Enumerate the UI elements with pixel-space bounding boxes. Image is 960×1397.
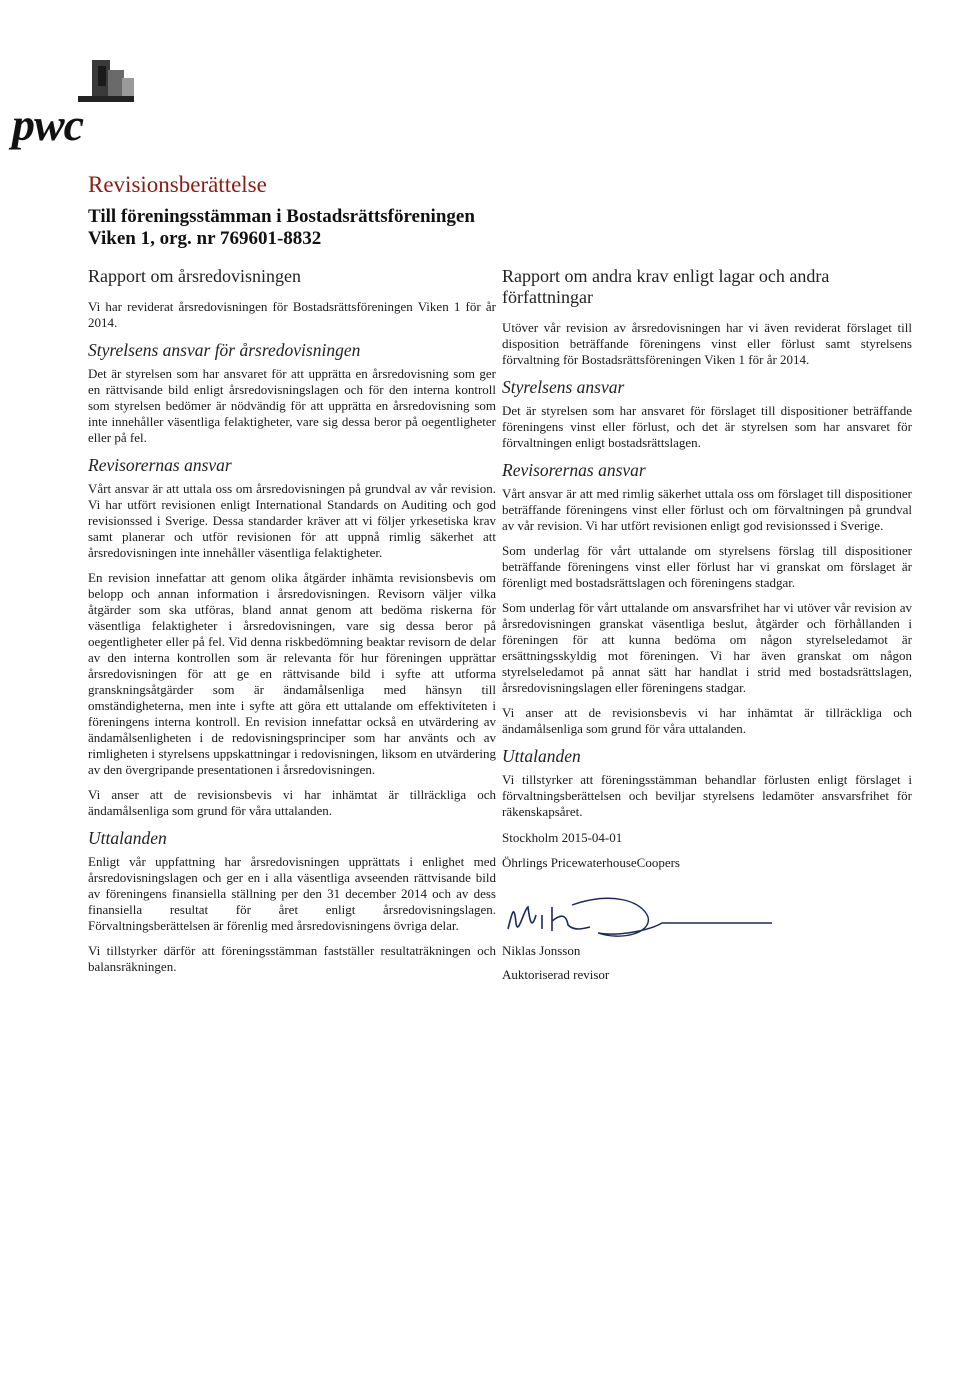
- signature-area: [502, 893, 912, 943]
- pwc-wordmark: pwc: [12, 99, 84, 150]
- right-auditor-p1: Vårt ansvar är att med rimlig säkerhet uttala oss om förslaget till dispositioner beträffande föreningens vinst eller förlust och om förvaltningen på grundval av vår revision. Vi har utfört revisionen enligt god revisionssed i Sverige.: [502, 486, 912, 533]
- section-heading-annual-report: Rapport om årsredovisningen: [88, 266, 301, 286]
- section-heading-other-requirements: Rapport om andra krav enligt lagar och andra författningar: [502, 266, 830, 307]
- signer-name: Niklas Jonsson: [502, 943, 581, 958]
- board-responsibility-text: Det är styrelsen som har ansvaret för att upprätta en årsredovisning som ger en rättvisande bild enligt årsredovisningslagen och för den interna kontroll som styrelsen bedömer är nödvändig för att upprätta en årsredovisning som inte innehåller väsentliga felaktigheter, vare sig dessa beror på oegentligheter eller på fel.: [88, 366, 496, 445]
- logo-blocks-graphic: [78, 60, 148, 104]
- opinion-p1: Enligt vår uppfattning har årsredovisningen upprättats i enlighet med årsredovisningslagen och ger en i alla väsentliga avseenden rättvisande bild av föreningens finansiella ställning per den 31 december 2014 och av dess finansiella resultat för året enligt årsredovisningslagen. Förvaltningsberättelsen är förenlig med årsredovisningens övriga delar.: [88, 854, 496, 933]
- right-subheading-opinions: Uttalanden: [502, 746, 581, 766]
- right-intro-paragraph: Utöver vår revision av årsredovisningen har vi även reviderat förslaget till disposition beträffande föreningens vinst eller förlust samt styrelsens förvaltning för Bostadsrättsföreningen Viken 1 för år 2014.: [502, 320, 912, 367]
- right-column: [502, 266, 912, 991]
- signer-title: Auktoriserad revisor: [502, 967, 610, 982]
- place-date: Stockholm 2015-04-01: [502, 830, 623, 845]
- right-board-responsibility-text: Det är styrelsen som har ansvaret för förslaget till dispositioner beträffande föreningens vinst eller förlust, och det är styrelsen som har ansvaret för förvaltningen enligt bostadsrättslagen.: [502, 403, 912, 450]
- right-auditor-p3: Som underlag för vårt uttalande om ansvarsfrihet har vi utöver vår revision av årsredovisningen granskat väsentliga beslut, åtgärder och förhållanden i föreningen för att kunna bedöma om någon styrelseledamot är ersättningsskyldig mot föreningen. Vi har även granskat om någon styrelseledamot på annat sätt har handlat i strid med bostadsrättslagen, årsredovisningslagen eller föreningens stadgar.: [502, 600, 912, 695]
- left-column: [88, 266, 496, 984]
- right-opinion-p1: Vi tillstyrker att föreningsstämman behandlar förlusten enligt förslaget i förvaltningsberättelsen och beviljar styrelsens ledamöter ansvarsfrihet för räkenskapsåret.: [502, 772, 912, 819]
- subheading-opinions: Uttalanden: [88, 828, 167, 848]
- right-auditor-p2: Som underlag för vårt uttalande om styrelsens förslag till dispositioner beträffande föreningens vinst eller förlust har vi granskat om förslaget är förenligt med bostadsrättslagen och föreningens stadgar.: [502, 543, 912, 590]
- pwc-logo: [12, 60, 142, 155]
- auditor-responsibility-p1: Vårt ansvar är att uttala oss om årsredovisningen på grundval av vår revision. Vi har utfört revisionen enligt International Standards on Auditing och god revisionssed i Sverige. Dessa standarder kräver att vi följer yrkesetiska krav samt planerar och utför revisionen för att uppnå rimlig säkerhet att årsredovisningen inte innehåller väsentliga felaktigheter.: [88, 481, 496, 560]
- subheading-auditor-responsibility: Revisorernas ansvar: [88, 455, 232, 475]
- right-subheading-auditor-responsibility: Revisorernas ansvar: [502, 460, 646, 480]
- auditor-responsibility-p2: En revision innefattar att genom olika åtgärder inhämta revisionsbevis om belopp och annan information i årsredovisningen. Revisorn väljer vilka åtgärder som ska utföras, bland annat genom att bedöma riskerna för väsentliga felaktigheter i årsredovisningen, vare sig dessa beror på oegentligheter eller på fel. Vid denna riskbedömning beaktar revisorn de delar av den interna kontrollen som är relevanta för hur föreningen upprättar årsredovisningen för att ge en rättvisande bild i syfte att utforma granskningsåtgärder som är ändamålsenliga med hänsyn till omständigheterna, men inte i syfte att göra ett uttalande om effektiviteten i föreningens interna kontroll. En revision innefattar också en utvärdering av ändamålsenligheten i de redovisningsprinciper som har använts och av rimligheten i styrelsens uppskattningar i redovisningen, liksom en utvärdering av den övergripande presentationen i årsredovisningen.: [88, 570, 496, 777]
- firm-name: Öhrlings PricewaterhouseCoopers: [502, 855, 680, 870]
- signature-block: [502, 830, 912, 982]
- subheading-board-responsibility: Styrelsens ansvar för årsredovisningen: [88, 340, 361, 360]
- right-auditor-p4: Vi anser att de revisionsbevis vi har inhämtat är tillräckliga och ändamålsenliga som grund för våra uttalanden.: [502, 705, 912, 736]
- intro-paragraph: Vi har reviderat årsredovisningen för Bostadsrättsföreningen Viken 1 för år 2014.: [88, 299, 496, 330]
- opinion-p2: Vi tillstyrker därför att föreningsstämman fastställer resultaträkningen och balansräkningen.: [88, 943, 496, 974]
- handwritten-signature: [502, 893, 802, 943]
- auditor-responsibility-p3: Vi anser att de revisionsbevis vi har inhämtat är tillräckliga och ändamålsenliga som grund för våra uttalanden.: [88, 787, 496, 818]
- right-subheading-board-responsibility: Styrelsens ansvar: [502, 377, 625, 397]
- document-title: Revisionsberättelse: [88, 172, 267, 197]
- document-subtitle: Till föreningsstämman i Bostadsrättsföreningen Viken 1, org. nr 769601-8832: [88, 206, 475, 249]
